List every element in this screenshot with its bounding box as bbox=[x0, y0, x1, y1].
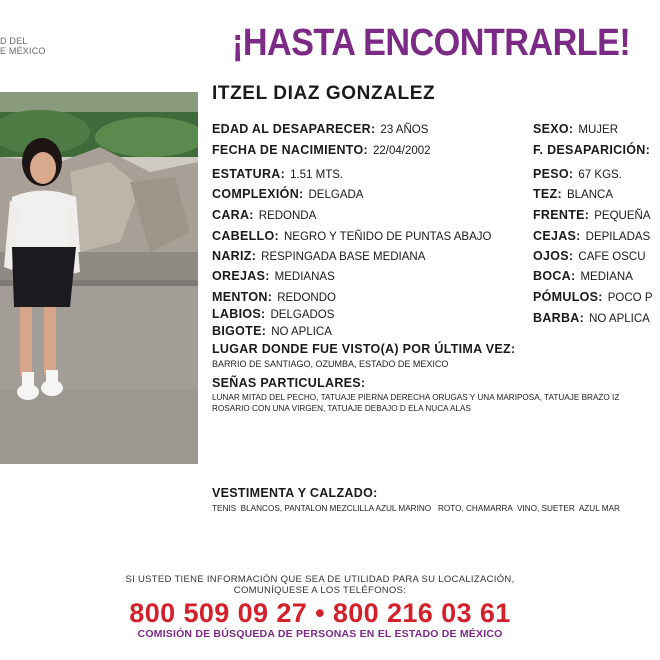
field-value: MUJER bbox=[578, 124, 619, 136]
field-label: FRENTE: bbox=[533, 208, 590, 222]
field-label: ESTATURA: bbox=[212, 167, 286, 181]
photo-illustration bbox=[0, 92, 198, 464]
field-label: PESO: bbox=[533, 167, 574, 181]
field-row bbox=[212, 143, 431, 158]
field-value: CAFE OSCU bbox=[578, 251, 646, 263]
field-row bbox=[533, 167, 622, 182]
info-line-1: SI USTED TIENE INFORMACIÓN QUE SEA DE UTILIDAD PARA SU LOCALIZACIÓN, bbox=[125, 574, 515, 585]
field-value: RESPINGADA BASE MEDIANA bbox=[261, 251, 426, 263]
field-label: CEJAS: bbox=[533, 229, 581, 243]
field-label: BARBA: bbox=[533, 311, 585, 325]
field-row bbox=[212, 208, 316, 223]
field-value: REDONDO bbox=[277, 292, 336, 304]
field-row bbox=[212, 167, 343, 182]
field-row bbox=[212, 249, 425, 264]
field-row bbox=[212, 307, 334, 322]
field-label: OREJAS: bbox=[212, 269, 270, 283]
field-row bbox=[212, 187, 363, 202]
clothing-text: TENIS BLANCOS, PANTALON MEZCLILLA AZUL MARINO ROTO, CHAMARRA VINO, SUETER AZUL MAR bbox=[212, 504, 620, 513]
field-label: TEZ: bbox=[533, 187, 562, 201]
field-value: DELGADOS bbox=[270, 309, 335, 321]
field-label: MENTON: bbox=[212, 290, 273, 304]
commission-footer: COMISIÓN DE BÚSQUEDA DE PERSONAS EN EL ESTADO DE MÉXICO bbox=[137, 628, 503, 640]
marks-line-1: LUNAR MITAD DEL PECHO, TATUAJE PIERNA DERECHA ORUGAS Y UNA MARIPOSA, TATUAJE BRAZO IZ bbox=[212, 393, 620, 402]
field-value: NO APLICA bbox=[589, 313, 650, 325]
field-label: CABELLO: bbox=[212, 229, 279, 243]
field-value: BLANCA bbox=[566, 189, 614, 201]
field-value: 23 AÑOS bbox=[380, 124, 429, 136]
last-seen-text: BARRIO DE SANTIAGO, OZUMBA, ESTADO DE MEXICO bbox=[212, 359, 449, 369]
field-label: SEXO: bbox=[533, 122, 574, 136]
logo-line-1: D DEL bbox=[0, 36, 28, 46]
field-value: MEDIANA bbox=[580, 271, 633, 283]
field-label: NARIZ: bbox=[212, 249, 257, 263]
field-value: POCO P bbox=[607, 292, 653, 304]
missing-person-photo bbox=[0, 92, 198, 464]
headline: ¡HASTA ENCONTRARLE! bbox=[232, 22, 631, 64]
field-row bbox=[533, 229, 650, 244]
field-row bbox=[533, 208, 651, 223]
marks-line-2: ROSARIO CON UNA VIRGEN, TATUAJE DEBAJO D ELA NUCA ALAS bbox=[212, 404, 471, 413]
field-row bbox=[533, 122, 618, 137]
marks-title: SEÑAS PARTICULARES: bbox=[212, 376, 366, 390]
field-value: DEPILADAS bbox=[585, 231, 651, 243]
field-label: CARA: bbox=[212, 208, 254, 222]
field-row bbox=[212, 324, 332, 339]
field-row bbox=[212, 229, 491, 244]
field-value: 22/04/2002 bbox=[373, 145, 431, 157]
field-row bbox=[533, 187, 613, 202]
field-label: OJOS: bbox=[533, 249, 574, 263]
field-row bbox=[212, 290, 336, 305]
field-label: PÓMULOS: bbox=[533, 290, 603, 304]
field-label: F. DESAPARICIÓN: bbox=[533, 143, 651, 157]
field-value: DELGADA bbox=[308, 189, 364, 201]
field-label: FECHA DE NACIMIENTO: bbox=[212, 143, 368, 157]
field-row bbox=[212, 122, 428, 137]
phone-numbers: 800 509 09 27 • 800 216 03 61 bbox=[129, 598, 511, 628]
field-value: 1.51 MTS. bbox=[290, 169, 344, 181]
clothing-title: VESTIMENTA Y CALZADO: bbox=[212, 486, 378, 500]
person-name: ITZEL DIAZ GONZALEZ bbox=[212, 83, 436, 104]
field-label: BOCA: bbox=[533, 269, 576, 283]
field-row bbox=[533, 311, 650, 326]
info-line-2: COMUNÍQUESE A LOS TELÉFONOS: bbox=[233, 585, 407, 596]
field-value: 67 KGS. bbox=[578, 169, 622, 181]
field-row bbox=[533, 290, 653, 305]
field-value: NO APLICA bbox=[271, 326, 332, 338]
field-row bbox=[533, 249, 646, 264]
field-label: LABIOS: bbox=[212, 307, 266, 321]
field-value: PEQUEÑA bbox=[594, 210, 651, 222]
field-row bbox=[212, 269, 335, 284]
agency-logo-text bbox=[0, 36, 60, 56]
logo-line-2: E MÉXICO bbox=[0, 46, 46, 56]
field-value: NEGRO Y TEÑIDO DE PUNTAS ABAJO bbox=[283, 231, 492, 243]
field-value: MEDIANAS bbox=[274, 271, 335, 283]
last-seen-title: LUGAR DONDE FUE VISTO(A) POR ÚLTIMA VEZ: bbox=[212, 342, 516, 356]
field-label: EDAD AL DESAPARECER: bbox=[212, 122, 376, 136]
field-label: BIGOTE: bbox=[212, 324, 267, 338]
field-row bbox=[533, 143, 655, 158]
field-value: REDONDA bbox=[258, 210, 317, 222]
field-label: COMPLEXIÓN: bbox=[212, 187, 304, 201]
field-row bbox=[533, 269, 633, 284]
